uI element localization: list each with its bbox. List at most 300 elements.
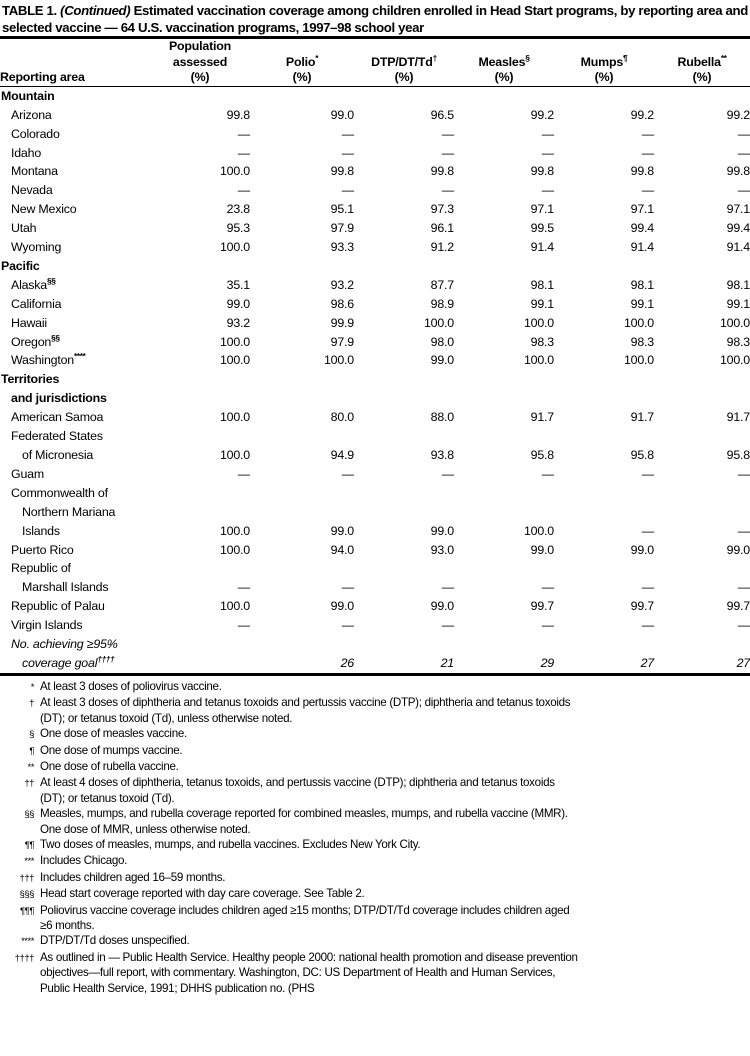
table-cell: 95.3 — [226, 221, 250, 236]
row-label — [0, 257, 150, 276]
table-cell: — — [441, 145, 454, 160]
table-cell: 100.0 — [523, 353, 554, 368]
table-cell: 29 — [540, 655, 554, 670]
row-label-text: Montana — [11, 164, 58, 179]
table-cell: — — [341, 126, 354, 141]
row-label-text: Federated States — [11, 429, 103, 444]
table-cell — [150, 635, 250, 654]
table-cell: 99.7 — [726, 599, 750, 614]
table-cell: — — [237, 466, 250, 481]
row-label — [0, 408, 150, 427]
row-label — [0, 238, 150, 257]
table-row — [0, 314, 750, 333]
table-row — [0, 333, 750, 352]
table-cell — [250, 370, 354, 389]
page-title — [0, 0, 750, 36]
table-cell: 99.8 — [430, 164, 454, 179]
table-header-row — [0, 39, 750, 86]
vaccination-coverage-table — [0, 39, 750, 673]
table-cell: 99.7 — [530, 599, 554, 614]
table-cell: — — [341, 466, 354, 481]
table-row — [0, 446, 750, 465]
table-cell — [454, 370, 554, 389]
footnote-text — [40, 950, 750, 996]
row-label-text: Arizona — [11, 107, 52, 122]
table-cell: 99.0 — [630, 542, 654, 557]
table-cell: 99.0 — [226, 296, 250, 311]
table-cell: 99.7 — [630, 599, 654, 614]
row-label — [0, 200, 150, 219]
table-cell: 100.0 — [219, 599, 250, 614]
table-cell: 99.1 — [630, 296, 654, 311]
table-cell: — — [737, 618, 750, 633]
table-cell — [250, 484, 354, 503]
table-cell: 96.5 — [430, 107, 454, 122]
table-cell: 98.6 — [330, 296, 354, 311]
row-label — [0, 578, 150, 597]
table-cell: 91.7 — [530, 410, 554, 425]
footnote-item — [0, 853, 750, 869]
table-cell — [150, 559, 250, 578]
table-cell: 97.1 — [530, 202, 554, 217]
table-cell: 98.3 — [630, 334, 654, 349]
row-label — [0, 351, 150, 370]
table-cell — [150, 654, 250, 673]
table-cell: 100.0 — [219, 410, 250, 425]
row-label — [0, 559, 150, 578]
table-cell: 100.0 — [623, 353, 654, 368]
table-cell — [554, 86, 654, 105]
footnote-marker: ¶ — [623, 52, 628, 63]
footnote-marker: § — [29, 729, 34, 741]
column-header-measles: Measles§ (%) — [454, 39, 554, 86]
row-label-text: Marshall Islands — [22, 580, 109, 595]
table-cell — [654, 427, 750, 446]
row-label — [0, 314, 150, 333]
table-cell — [150, 257, 250, 276]
table-cell: — — [641, 580, 654, 595]
footnote-line: (DT); or tetanus toxoid (Td). — [40, 791, 175, 805]
table-cell: 95.8 — [530, 448, 554, 462]
table-cell: 93.8 — [430, 448, 454, 462]
row-label — [0, 276, 150, 295]
footnote-line: Public Health Service, 1991; DHHS publication no. (PHS — [40, 981, 315, 995]
footnote-item — [0, 950, 750, 996]
row-label — [0, 106, 150, 125]
footnote-item — [0, 695, 750, 726]
row-label — [0, 446, 150, 465]
footnote-marker: § — [525, 52, 530, 63]
footnote-line: Includes children aged 16–59 months. — [40, 870, 226, 884]
table-cell: 93.2 — [226, 315, 250, 330]
table-cell — [250, 86, 354, 105]
table-row — [0, 465, 750, 484]
table-cell — [150, 503, 250, 522]
table-cell: 23.8 — [226, 202, 250, 217]
table-cell: — — [441, 466, 454, 481]
footnote-marker: **** — [73, 351, 86, 362]
table-cell: 100.0 — [323, 353, 354, 368]
table-cell: 97.9 — [330, 334, 354, 349]
table-cell: 93.3 — [330, 240, 354, 255]
table-cell — [554, 559, 654, 578]
table-cell — [454, 257, 554, 276]
row-label — [0, 597, 150, 616]
table-cell — [454, 635, 554, 654]
table-row — [0, 162, 750, 181]
table-cell: 99.8 — [330, 164, 354, 179]
table-cell: — — [737, 523, 750, 538]
table-cell: 91.7 — [630, 410, 654, 425]
table-cell: — — [441, 126, 454, 141]
table-cell: 100.0 — [219, 334, 250, 349]
footnote-marker: ††† — [19, 872, 34, 884]
table-cell: 91.4 — [530, 240, 554, 255]
table-cell — [654, 389, 750, 408]
table-cell: 98.0 — [430, 334, 454, 349]
table-cell — [654, 635, 750, 654]
table-cell: 99.0 — [430, 523, 454, 538]
table-cell — [554, 635, 654, 654]
row-label-text: and jurisdictions — [11, 391, 107, 406]
row-label-text: Virgin Islands — [11, 618, 83, 633]
table-cell: 99.4 — [726, 221, 750, 236]
table-cell: 100.0 — [423, 315, 454, 330]
table-row — [0, 635, 750, 654]
table-row — [0, 86, 750, 105]
table-cell: 99.0 — [530, 542, 554, 557]
table-cell: 27 — [640, 655, 654, 670]
table-cell — [354, 389, 454, 408]
footnote-marker: §§ — [24, 809, 34, 821]
table-cell — [354, 427, 454, 446]
table-cell: 95.1 — [330, 202, 354, 217]
table-cell: 98.1 — [726, 277, 750, 292]
table-cell: 100.0 — [219, 240, 250, 255]
footnote-line: DTP/DT/Td doses unspecified. — [40, 934, 190, 948]
table-cell — [354, 484, 454, 503]
table-cell: 99.0 — [330, 523, 354, 538]
table-cell — [354, 257, 454, 276]
table-cell: 26 — [340, 655, 354, 670]
table-cell — [150, 86, 250, 105]
row-label — [0, 144, 150, 163]
table-title-text: Estimated vaccination coverage among children enrolled in Head Start programs, by reporting area and selected vaccine — 64 U.S. vaccination programs, 1997–98 school year — [2, 3, 748, 35]
footnote-marker: †† — [24, 778, 34, 790]
table-cell — [554, 257, 654, 276]
table-cell — [454, 86, 554, 105]
table-cell: 88.0 — [430, 410, 454, 425]
table-cell — [454, 503, 554, 522]
table-cell: — — [341, 183, 354, 198]
table-cell — [250, 635, 354, 654]
table-cell: — — [641, 466, 654, 481]
table-cell — [250, 427, 354, 446]
footnote-item — [0, 886, 750, 902]
table-cell — [554, 427, 654, 446]
table-cell — [250, 257, 354, 276]
row-label-text: Nevada — [11, 183, 53, 198]
column-header-population-assessed: Population assessed (%) — [150, 39, 250, 86]
footnote-item — [0, 726, 750, 742]
table-cell: 99.2 — [726, 107, 750, 122]
footnote-marker: * — [30, 681, 34, 693]
table-cell — [454, 427, 554, 446]
row-label — [0, 370, 150, 389]
footnote-marker: **** — [21, 936, 34, 948]
footnote-item — [0, 903, 750, 934]
table-cell: 97.3 — [430, 202, 454, 217]
footnote-text — [40, 679, 750, 694]
footnote-text — [40, 759, 750, 774]
table-row — [0, 522, 750, 541]
table-cell: 93.0 — [430, 542, 454, 557]
table-cell: 80.0 — [330, 410, 354, 425]
table-cell — [454, 559, 554, 578]
table-cell: — — [441, 618, 454, 633]
footnote-line: (DT); or tetanus toxoid (Td), unless otherwise noted. — [40, 711, 293, 725]
table-cell: 99.1 — [530, 296, 554, 311]
table-cell: — — [237, 145, 250, 160]
table-row — [0, 541, 750, 560]
table-cell: — — [541, 145, 554, 160]
table-cell — [354, 370, 454, 389]
footnote-marker: † — [432, 52, 437, 63]
table-cell: 99.0 — [330, 107, 354, 122]
table-cell — [354, 635, 454, 654]
row-label-text: Washington — [11, 353, 74, 368]
table-row — [0, 578, 750, 597]
table-cell — [554, 370, 654, 389]
table-cell: 91.7 — [726, 410, 750, 425]
footnote-text — [40, 837, 750, 852]
table-cell — [354, 86, 454, 105]
footnote-text — [40, 870, 750, 885]
footnote-line: One dose of measles vaccine. — [40, 727, 187, 741]
table-cell: 97.1 — [630, 202, 654, 217]
row-label-text: California — [11, 296, 62, 311]
table-cell: — — [641, 618, 654, 633]
table-body — [0, 86, 750, 673]
table-cell: — — [641, 126, 654, 141]
footnote-line: Head start coverage reported with day care coverage. See Table 2. — [40, 887, 365, 901]
row-label-text: Guam — [11, 466, 44, 481]
table-cell: — — [641, 523, 654, 538]
footnote-text — [40, 743, 750, 758]
table-cell: 99.2 — [630, 107, 654, 122]
table-row — [0, 654, 750, 673]
footnote-item — [0, 870, 750, 886]
table-cell — [150, 484, 250, 503]
table-cell: — — [641, 183, 654, 198]
row-label-text: coverage goal — [22, 655, 98, 670]
row-label-text: Wyoming — [11, 240, 62, 255]
row-label — [0, 295, 150, 314]
footnote-item — [0, 806, 750, 837]
footnote-marker: † — [29, 698, 34, 710]
table-cell — [454, 389, 554, 408]
row-label-text: Pacific — [1, 258, 40, 273]
row-label-text: Republic of — [11, 561, 71, 576]
table-cell: — — [441, 580, 454, 595]
column-header-mumps: Mumps¶ (%) — [554, 39, 654, 86]
row-label-text: Alaska — [11, 277, 47, 292]
table-row — [0, 389, 750, 408]
table-cell: 91.2 — [430, 240, 454, 255]
table-cell: — — [641, 145, 654, 160]
table-cell — [654, 257, 750, 276]
table-cell: — — [541, 466, 554, 481]
table-cell: 98.1 — [530, 277, 554, 292]
footnote-text — [40, 806, 750, 837]
footnote-text — [40, 853, 750, 868]
footnote-line: At least 3 doses of diphtheria and tetanus toxoids and pertussis vaccine (DTP); diphtheria and tetanus toxoids — [40, 696, 571, 710]
table-cell: 96.1 — [430, 221, 454, 236]
table-cell: 99.2 — [530, 107, 554, 122]
footnote-item — [0, 775, 750, 806]
table-cell: 87.7 — [430, 277, 454, 292]
table-row — [0, 295, 750, 314]
footnote-line: Two doses of measles, mumps, and rubella vaccines. Excludes New York City. — [40, 837, 421, 851]
table-cell: 100.0 — [719, 353, 750, 368]
column-header-reporting-area: Reporting area — [0, 39, 150, 86]
table-cell: 99.1 — [726, 296, 750, 311]
table-cell: — — [541, 618, 554, 633]
table-row — [0, 351, 750, 370]
table-cell: — — [237, 183, 250, 198]
table-cell: 95.8 — [630, 448, 654, 462]
column-header-dtp-dt-td: DTP/DT/Td† (%) — [354, 39, 454, 86]
table-cell: 100.0 — [523, 315, 554, 330]
table-cell: 95.8 — [726, 448, 750, 462]
table-cell: 21 — [440, 655, 454, 670]
row-label-text: Puerto Rico — [11, 542, 74, 557]
footnote-marker: ¶¶¶ — [20, 905, 34, 917]
footnote-text — [40, 775, 750, 806]
table-row — [0, 181, 750, 200]
row-label-text: Territories — [1, 372, 60, 387]
table-cell: 99.9 — [330, 315, 354, 330]
table-header — [0, 39, 750, 86]
table-continued-flag: (Continued) — [60, 3, 131, 18]
row-label — [0, 181, 150, 200]
table-row — [0, 408, 750, 427]
table-cell: 98.1 — [630, 277, 654, 292]
row-label-text: Idaho — [11, 145, 42, 160]
table-cell — [654, 370, 750, 389]
table-cell: 98.3 — [530, 334, 554, 349]
footnote-marker: * — [315, 52, 319, 63]
table-cell — [654, 559, 750, 578]
table-cell: 99.8 — [726, 164, 750, 179]
table-cell: 91.4 — [726, 240, 750, 255]
footnote-text — [40, 726, 750, 741]
footnote-line: objectives—full report, with commentary. Washington, DC: US Department of Health and Human Services, — [40, 966, 556, 980]
table-number: TABLE 1. — [2, 3, 57, 18]
table-cell: 100.0 — [219, 523, 250, 538]
table-cell: — — [541, 126, 554, 141]
table-cell: — — [541, 183, 554, 198]
row-label — [0, 616, 150, 635]
row-label-text: Commonwealth of — [11, 485, 108, 500]
row-label-text: Islands — [22, 523, 60, 538]
row-label-text: Utah — [11, 221, 37, 236]
table-cell: — — [441, 183, 454, 198]
table-cell — [250, 559, 354, 578]
table-cell — [454, 484, 554, 503]
table-cell — [654, 484, 750, 503]
footnote-item — [0, 837, 750, 853]
row-label-text: Oregon — [11, 334, 52, 349]
footnotes-section — [0, 676, 750, 996]
table-row — [0, 144, 750, 163]
table-row — [0, 484, 750, 503]
table-cell — [654, 86, 750, 105]
table-cell: 99.4 — [630, 221, 654, 236]
row-label-text: Northern Mariana — [22, 504, 116, 519]
table-cell: 100.0 — [623, 315, 654, 330]
footnote-marker: ¶¶ — [24, 839, 34, 851]
table-cell: — — [341, 618, 354, 633]
table-row — [0, 125, 750, 144]
table-cell: 97.9 — [330, 221, 354, 236]
footnote-item — [0, 679, 750, 695]
table-cell: 99.0 — [726, 542, 750, 557]
table-row — [0, 503, 750, 522]
table-cell: 100.0 — [219, 164, 250, 179]
row-label-text: No. achieving ≥95% — [11, 637, 118, 652]
footnote-line: One dose of mumps vaccine. — [40, 743, 183, 757]
footnote-item — [0, 759, 750, 775]
table-cell: 93.2 — [330, 277, 354, 292]
table-cell: 98.3 — [726, 334, 750, 349]
table-cell: 99.0 — [330, 599, 354, 614]
table-row — [0, 257, 750, 276]
table-cell: 35.1 — [226, 277, 250, 292]
footnote-line: Includes Chicago. — [40, 854, 128, 868]
row-label-text: of Micronesia — [22, 448, 94, 462]
table-cell: 91.4 — [630, 240, 654, 255]
table-cell — [250, 389, 354, 408]
footnote-marker: †††† — [14, 952, 34, 964]
table-cell: 94.0 — [330, 542, 354, 557]
table-cell: 100.0 — [523, 523, 554, 538]
table-cell: — — [737, 126, 750, 141]
table-row — [0, 616, 750, 635]
row-label — [0, 635, 150, 654]
table-cell — [554, 503, 654, 522]
table-row — [0, 427, 750, 446]
row-label — [0, 219, 150, 238]
table-cell: 27 — [736, 655, 750, 670]
table-row — [0, 559, 750, 578]
table-cell: 99.8 — [226, 107, 250, 122]
row-label — [0, 333, 150, 352]
table-cell: 94.9 — [330, 448, 354, 462]
table-cell: — — [737, 145, 750, 160]
row-label — [0, 522, 150, 541]
row-label — [0, 86, 150, 105]
table-cell: — — [237, 618, 250, 633]
footnote-line: Measles, mumps, and rubella coverage reported for combined measles, mumps, and rubella vaccine (MMR). — [40, 807, 568, 821]
row-label — [0, 654, 150, 673]
table-row — [0, 238, 750, 257]
table-cell: 99.8 — [530, 164, 554, 179]
footnote-item — [0, 743, 750, 759]
table-cell: 99.0 — [430, 353, 454, 368]
footnote-marker: †††† — [97, 653, 115, 664]
table-cell: 100.0 — [719, 315, 750, 330]
